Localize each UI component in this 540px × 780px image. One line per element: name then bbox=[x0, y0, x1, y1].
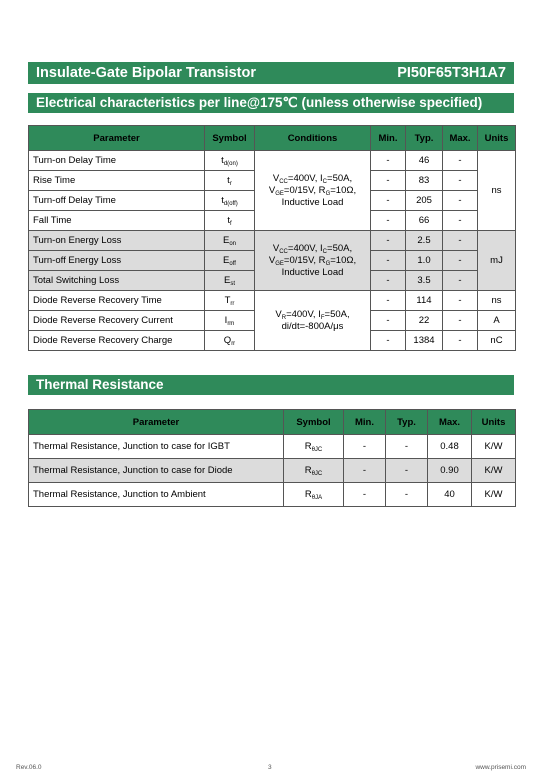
electrical-section-header bbox=[28, 93, 514, 113]
electrical-header-row bbox=[29, 126, 516, 151]
row-typ: 22 bbox=[406, 311, 443, 331]
col-units: Units bbox=[478, 126, 516, 151]
row-typ: 83 bbox=[406, 171, 443, 191]
conditions-diode-recovery: $V_R=400V$, $I_F=50A$, di/dt=-800A/μs bbox=[255, 291, 371, 351]
row-symbol: $E_{off}$ bbox=[205, 251, 255, 271]
row-symbol: $t_r$ bbox=[205, 171, 255, 191]
conditions-switching-time: $V_{CC}=400V$, $I_C=50A$, $V_{GE}=0/15V$, $R_G=10\Omega$, Inductive Load bbox=[255, 151, 371, 231]
row-parameter: Total Switching Loss bbox=[29, 271, 205, 291]
row-unit: A bbox=[478, 311, 516, 331]
row-symbol: $R_{\theta JC}$ bbox=[284, 435, 344, 459]
row-max: - bbox=[443, 211, 478, 231]
col-conditions: Conditions bbox=[255, 126, 371, 151]
row-max: - bbox=[443, 311, 478, 331]
row-parameter: Thermal Resistance, Junction to case for IGBT bbox=[29, 435, 284, 459]
row-max: - bbox=[443, 151, 478, 171]
row-min: - bbox=[371, 151, 406, 171]
col-parameter: Parameter bbox=[29, 126, 205, 151]
table-row bbox=[29, 483, 516, 507]
row-parameter: Diode Reverse Recovery Charge bbox=[29, 331, 205, 351]
row-min: - bbox=[371, 331, 406, 351]
row-min: - bbox=[371, 271, 406, 291]
col-min: Min. bbox=[371, 126, 406, 151]
row-unit: nC bbox=[478, 331, 516, 351]
row-typ: - bbox=[386, 435, 428, 459]
table-row bbox=[29, 291, 516, 311]
col-max: Max. bbox=[443, 126, 478, 151]
row-symbol: $t_f$ bbox=[205, 211, 255, 231]
electrical-section-title: Electrical characteristics per line@175℃ (unless otherwise specified) bbox=[36, 95, 483, 110]
row-symbol: $I_{rm}$ bbox=[205, 311, 255, 331]
table-row bbox=[29, 151, 516, 171]
row-min: - bbox=[371, 251, 406, 271]
footer-page-number: 3 bbox=[268, 764, 272, 771]
row-max: 40 bbox=[428, 483, 472, 507]
row-typ: - bbox=[386, 459, 428, 483]
row-min: - bbox=[371, 291, 406, 311]
row-max: - bbox=[443, 331, 478, 351]
row-parameter: Thermal Resistance, Junction to Ambient bbox=[29, 483, 284, 507]
col-symbol: Symbol bbox=[284, 410, 344, 435]
row-max: - bbox=[443, 291, 478, 311]
row-min: - bbox=[371, 171, 406, 191]
row-unit: K/W bbox=[472, 435, 516, 459]
row-min: - bbox=[344, 483, 386, 507]
unit-energy-loss: mJ bbox=[478, 231, 516, 291]
row-min: - bbox=[344, 435, 386, 459]
row-typ: 114 bbox=[406, 291, 443, 311]
row-typ: 2.5 bbox=[406, 231, 443, 251]
row-min: - bbox=[371, 231, 406, 251]
row-max: 0.48 bbox=[428, 435, 472, 459]
row-max: - bbox=[443, 251, 478, 271]
row-typ: 205 bbox=[406, 191, 443, 211]
unit-switching-time: ns bbox=[478, 151, 516, 231]
row-typ: 46 bbox=[406, 151, 443, 171]
row-unit: ns bbox=[478, 291, 516, 311]
table-row bbox=[29, 459, 516, 483]
row-symbol: $t_{d(off)}$ bbox=[205, 191, 255, 211]
row-symbol: $R_{\theta JA}$ bbox=[284, 483, 344, 507]
col-units: Units bbox=[472, 410, 516, 435]
table-row bbox=[29, 435, 516, 459]
row-parameter: Diode Reverse Recovery Current bbox=[29, 311, 205, 331]
row-symbol: $t_{d(on)}$ bbox=[205, 151, 255, 171]
row-parameter: Rise Time bbox=[29, 171, 205, 191]
row-unit: K/W bbox=[472, 459, 516, 483]
col-typ: Typ. bbox=[386, 410, 428, 435]
row-min: - bbox=[371, 211, 406, 231]
col-typ: Typ. bbox=[406, 126, 443, 151]
row-parameter: Turn-on Energy Loss bbox=[29, 231, 205, 251]
col-min: Min. bbox=[344, 410, 386, 435]
thermal-section-header bbox=[28, 375, 514, 395]
row-max: 0.90 bbox=[428, 459, 472, 483]
row-max: - bbox=[443, 191, 478, 211]
document-title: Insulate-Gate Bipolar Transistor bbox=[36, 65, 256, 81]
row-typ: 1384 bbox=[406, 331, 443, 351]
row-symbol: $E_{on}$ bbox=[205, 231, 255, 251]
row-min: - bbox=[371, 311, 406, 331]
row-parameter: Diode Reverse Recovery Time bbox=[29, 291, 205, 311]
row-symbol: $R_{\theta JC}$ bbox=[284, 459, 344, 483]
row-symbol: $Q_{rr}$ bbox=[205, 331, 255, 351]
col-max: Max. bbox=[428, 410, 472, 435]
row-max: - bbox=[443, 171, 478, 191]
footer-website: www.prisemi.com bbox=[475, 764, 526, 771]
footer-revision: Rev.06.0 bbox=[16, 764, 42, 771]
row-parameter: Fall Time bbox=[29, 211, 205, 231]
table-row bbox=[29, 231, 516, 251]
title-bar bbox=[28, 62, 514, 84]
row-min: - bbox=[371, 191, 406, 211]
row-typ: - bbox=[386, 483, 428, 507]
row-symbol: $E_{st}$ bbox=[205, 271, 255, 291]
electrical-characteristics-table bbox=[28, 125, 516, 351]
thermal-header-row bbox=[29, 410, 516, 435]
thermal-section-title: Thermal Resistance bbox=[36, 377, 164, 392]
row-typ: 1.0 bbox=[406, 251, 443, 271]
row-min: - bbox=[344, 459, 386, 483]
row-max: - bbox=[443, 231, 478, 251]
row-parameter: Thermal Resistance, Junction to case for Diode bbox=[29, 459, 284, 483]
col-symbol: Symbol bbox=[205, 126, 255, 151]
row-typ: 3.5 bbox=[406, 271, 443, 291]
row-typ: 66 bbox=[406, 211, 443, 231]
row-max: - bbox=[443, 271, 478, 291]
row-parameter: Turn-off Energy Loss bbox=[29, 251, 205, 271]
row-parameter: Turn-off Delay Time bbox=[29, 191, 205, 211]
conditions-energy-loss: $V_{CC}=400V$, $I_C=50A$, $V_{GE}=0/15V$, $R_G=10\Omega$, Inductive Load bbox=[255, 231, 371, 291]
col-parameter: Parameter bbox=[29, 410, 284, 435]
part-number: PI50F65T3H1A7 bbox=[397, 65, 506, 81]
row-unit: K/W bbox=[472, 483, 516, 507]
row-symbol: $T_{rr}$ bbox=[205, 291, 255, 311]
thermal-resistance-table bbox=[28, 409, 516, 507]
row-parameter: Turn-on Delay Time bbox=[29, 151, 205, 171]
